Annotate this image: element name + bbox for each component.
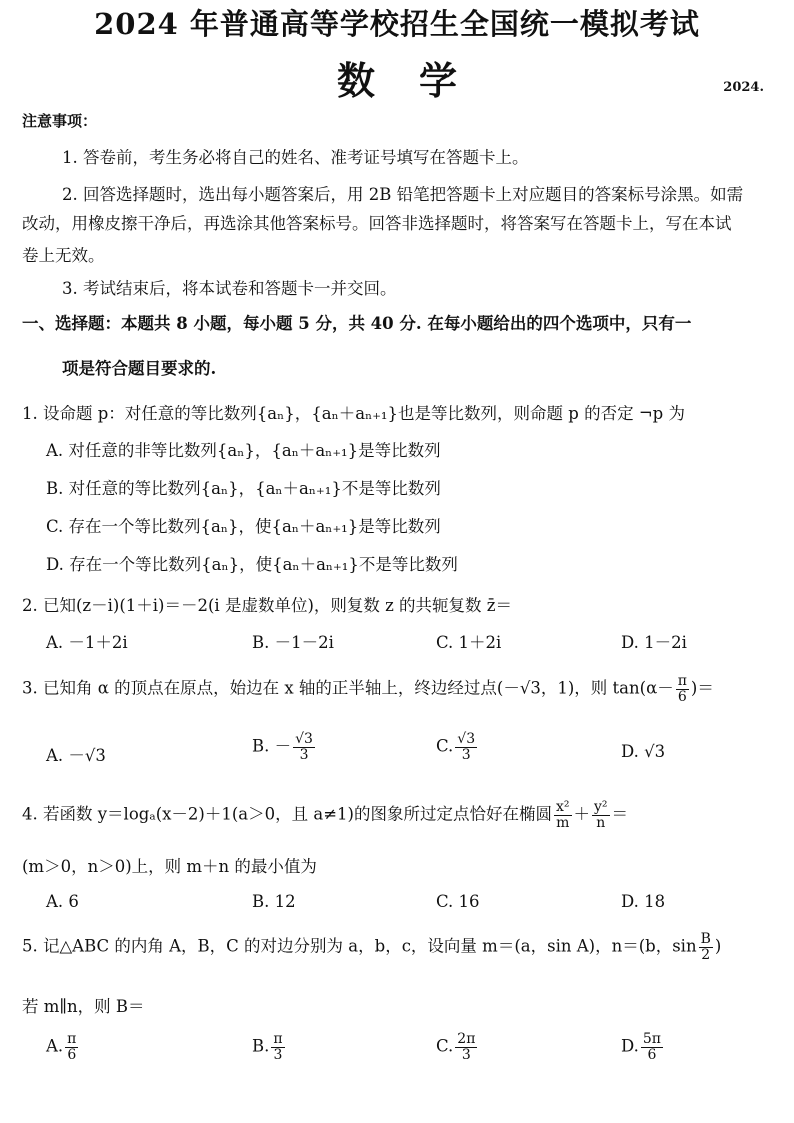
q5-frac-num: B (700, 931, 711, 947)
q3-stem-fraction (676, 674, 689, 704)
q5-option-c-label: C. (436, 1036, 454, 1056)
q3-stem (22, 674, 714, 704)
q5-option-b (252, 1032, 287, 1062)
q4-stem-tail: ＝ (611, 804, 629, 824)
q5-option-a-num: π (67, 1031, 77, 1047)
q3-stem-text: 3. 已知角 α 的顶点在原点，始边在 x 轴的正半轴上，终边经过点(－√3，1)，则 tan(α－ (22, 678, 674, 698)
q3-stem-frac-den: 6 (677, 688, 687, 705)
q5-option-b-num: π (273, 1031, 283, 1047)
q3-option-c-den: 3 (461, 746, 471, 763)
q4-stem (22, 800, 628, 830)
q5-stem-tail: ) (714, 936, 722, 956)
q5-stem-line-2: 若 m∥n，则 B＝ (22, 997, 145, 1016)
q4-fraction-y (592, 800, 610, 830)
q5-option-d-den: 6 (647, 1046, 657, 1063)
notice-item-3: 3. 考试结束后，将本试卷和答题卡一并交回。 (62, 279, 397, 298)
q2-option-d: D. 1－2i (621, 633, 687, 652)
notice-item-2-line-1: 2. 回答选择题时，选出每小题答案后，用 2B 铅笔把答题卡上对应题目的答案标号涂黑。如需 (62, 185, 744, 204)
q3-option-a: A. －√3 (46, 746, 106, 765)
q5-option-b-den: 3 (273, 1046, 283, 1063)
q4-frac-y-num: y² (594, 799, 608, 815)
q5-option-c-num: 2π (457, 1031, 476, 1047)
q4-fraction-x (554, 800, 572, 830)
q4-plus: ＋ (573, 804, 590, 824)
section-heading-line-1: 一、选择题：本题共 8 小题，每小题 5 分，共 40 分. 在每小题给出的四个选项中，只有一 (22, 314, 692, 333)
q3-option-c-label: C. (436, 736, 454, 756)
q5-option-c-den: 3 (461, 1046, 471, 1063)
notice-item-2-line-2: 改动，用橡皮擦干净后，再选涂其他答案标号。回答非选择题时，将答案写在答题卡上，写在本试 (22, 214, 732, 233)
q5-option-a (46, 1032, 80, 1062)
exam-title: 2024 年普通高等学校招生全国统一模拟考试 (94, 7, 700, 41)
q3-stem-frac-num: π (677, 673, 687, 689)
notice-item-1: 1. 答卷前，考生务必将自己的姓名、准考证号填写在答题卡上。 (62, 148, 529, 167)
q3-option-d: D. √3 (621, 742, 666, 761)
q5-option-c (436, 1032, 479, 1062)
q3-option-b (252, 732, 317, 762)
q4-frac-y-den: n (596, 814, 606, 831)
exam-date: 2024. (723, 80, 764, 95)
q4-frac-x-num: x² (555, 799, 570, 815)
subject-title: 数学 (336, 58, 501, 103)
q2-option-c: C. 1＋2i (436, 633, 502, 652)
q5-option-d (621, 1032, 665, 1062)
q3-option-b-label: B. － (252, 736, 292, 756)
q4-frac-x-den: m (556, 814, 570, 831)
q3-option-c-num: √3 (457, 731, 476, 747)
q5-option-b-label: B. (252, 1036, 270, 1056)
q3-option-c (436, 732, 479, 762)
notice-item-2-line-3: 卷上无效。 (22, 246, 105, 265)
q4-option-a: A. 6 (46, 892, 79, 911)
q5-stem (22, 932, 721, 962)
q4-option-b: B. 12 (252, 892, 296, 911)
q2-option-b: B. －1－2i (252, 633, 334, 652)
q5-option-d-label: D. (621, 1036, 639, 1056)
q1-option-c: C. 存在一个等比数列{aₙ}，使{aₙ＋aₙ₊₁}是等比数列 (46, 517, 441, 536)
q3-option-b-den: 3 (299, 746, 309, 763)
q1-option-a: A. 对任意的非等比数列{aₙ}，{aₙ＋aₙ₊₁}是等比数列 (46, 441, 441, 460)
q1-option-b: B. 对任意的等比数列{aₙ}，{aₙ＋aₙ₊₁}不是等比数列 (46, 479, 441, 498)
q4-option-d: D. 18 (621, 892, 666, 911)
q3-stem-tail: )＝ (690, 678, 714, 698)
q5-option-a-den: 6 (67, 1046, 77, 1063)
q4-stem-text: 4. 若函数 y＝logₐ(x－2)＋1(a＞0，且 a≠1)的图象所过定点恰好在椭圆 (22, 804, 552, 824)
q4-stem-line-2: (m＞0，n＞0)上，则 m＋n 的最小值为 (22, 857, 317, 876)
section-heading-line-2: 项是符合题目要求的. (62, 359, 217, 378)
q1-option-d: D. 存在一个等比数列{aₙ}，使{aₙ＋aₙ₊₁}不是等比数列 (46, 555, 458, 574)
q5-option-d-num: 5π (642, 1031, 661, 1047)
q5-stem-fraction (699, 932, 713, 962)
q2-option-a: A. －1＋2i (46, 633, 128, 652)
notice-heading: 注意事项： (22, 112, 98, 130)
q5-option-a-label: A. (46, 1036, 64, 1056)
q1-stem: 1. 设命题 p：对任意的等比数列{aₙ}，{aₙ＋aₙ₊₁}也是等比数列，则命题 p 的否定 ¬p 为 (22, 404, 685, 423)
q5-stem-text: 5. 记△ABC 的内角 A，B，C 的对边分别为 a，b，c，设向量 m＝(a，sin A)，n＝(b，sin (22, 936, 697, 956)
q3-option-b-num: √3 (295, 731, 313, 747)
q2-stem: 2. 已知(z－i)(1＋i)＝－2(i 是虚数单位)，则复数 z 的共轭复数 z̄＝ (22, 596, 512, 615)
q4-option-c: C. 16 (436, 892, 480, 911)
q5-frac-den: 2 (701, 946, 711, 963)
